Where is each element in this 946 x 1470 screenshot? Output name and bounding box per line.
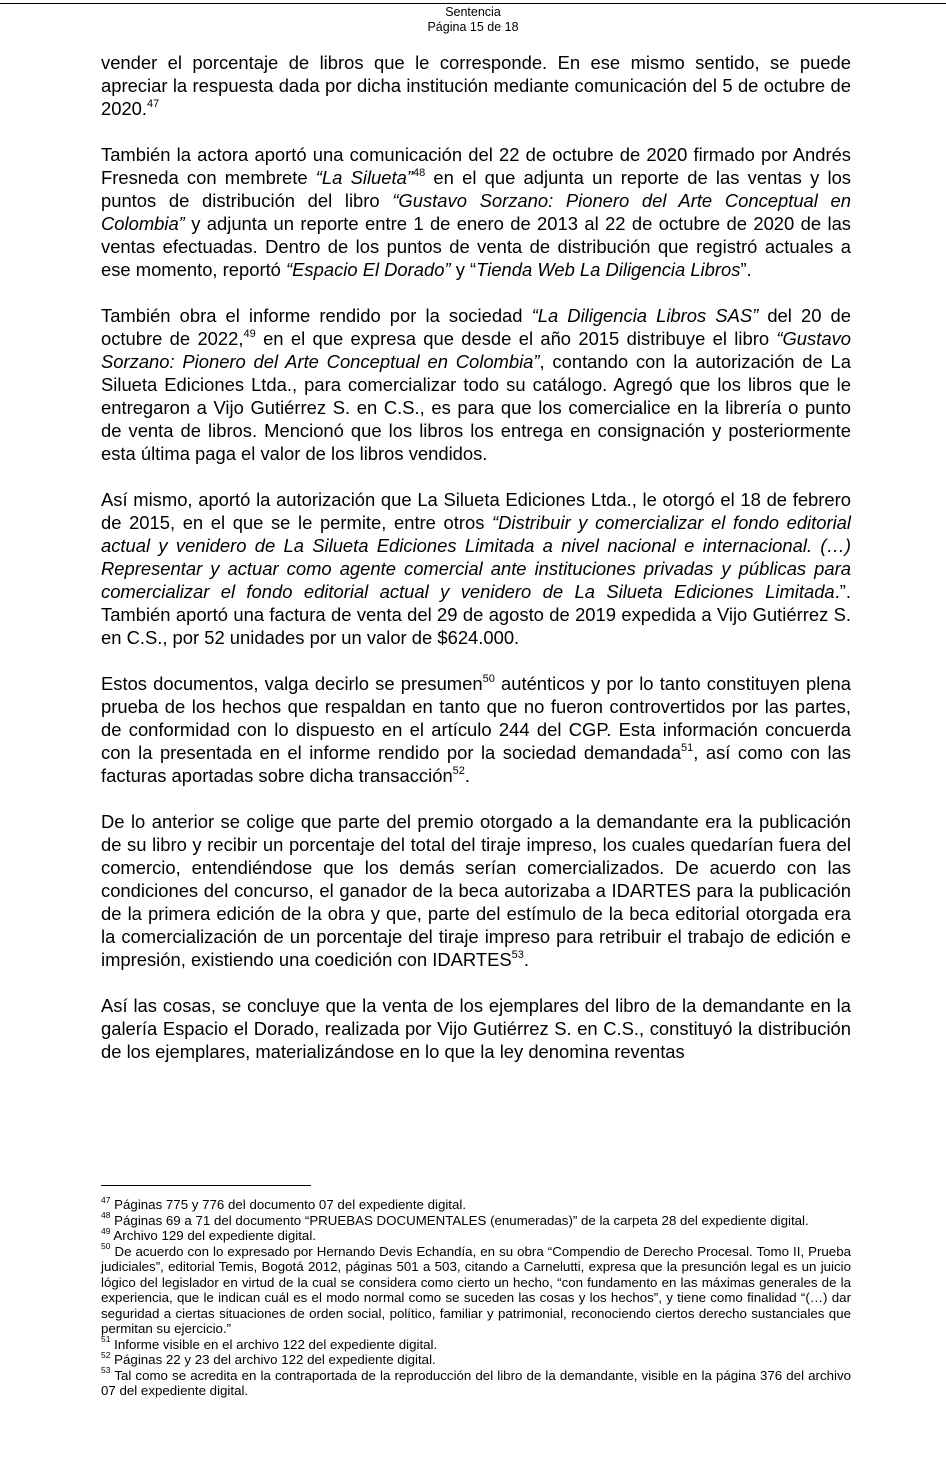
footnote-ref[interactable]: 51 (681, 741, 694, 754)
footnote-ref[interactable]: 53 (511, 948, 524, 961)
footnote-number: 48 (101, 1210, 111, 1221)
footnote-ref[interactable]: 50 (482, 672, 495, 685)
text-run: Así las cosas, se concluye que la venta de los ejemplares del libro de la demandante en la galería Espacio el Dorado, realizada por Vijo Gutiérrez S. en C.S., constituyó la distribución de los ejemplares, materializándose en lo que la ley denomina reventas (101, 995, 851, 1062)
text-run: . (464, 765, 471, 786)
footnote-number: 49 (101, 1225, 111, 1236)
footnote (101, 1241, 851, 1337)
text-run: Así mismo, aportó la autorización que La Silueta Ediciones Ltda., le otorgó el 18 de febrero de 2015, en el que se le permite, entre otros (101, 489, 851, 533)
paragraph (101, 672, 851, 787)
document-body (101, 51, 851, 1086)
text-run: ”. (740, 259, 752, 280)
text-run: . (523, 949, 529, 970)
text-run: vender el porcentaje de libros que le corresponde. En ese mismo sentido, se puede apreciar la respuesta dada por dicha institución mediante comunicación del 5 de octubre de 2020. (101, 52, 851, 119)
footnote-number: 51 (101, 1334, 111, 1345)
paragraph (101, 488, 851, 649)
paragraph (101, 304, 851, 465)
italic-text: “Gustavo Sorzano: Pionero del Arte Conceptual en Colombia” (101, 190, 851, 234)
text-run: , contando con la autorización de La Silueta Ediciones Ltda., para comercializar todo su catálogo. Agregó que los libros que le entregaron a Vijo Gutiérrez S. en C.S., es para que los comercialice en la librería o punto de venta de libros. Mencionó que los libros los entrega en consignación y posteriormente esta última paga el valor de los libros vendidos. (101, 351, 851, 464)
footnote-ref[interactable]: 47 (147, 97, 160, 110)
footnote (101, 1349, 851, 1368)
paragraph (101, 51, 851, 120)
footnote-ref[interactable]: 48 (412, 166, 426, 179)
text-run: .”. También aportó una factura de venta del 29 de agosto de 2019 expedida a Vijo Gutiérrez S. en C.S., por 52 unidades por un valor de $624.000. (101, 581, 851, 648)
footnote (101, 1225, 851, 1244)
footnotes (101, 1194, 851, 1399)
italic-text: Tienda Web La Diligencia Libros (476, 259, 741, 280)
paragraph (101, 810, 851, 971)
footnote-number: 52 (101, 1349, 111, 1360)
footnote (101, 1334, 851, 1353)
text-run: También la actora aportó una comunicación del 22 de octubre de 2020 firmado por Andrés Fresneda con membrete (101, 144, 851, 188)
text-run: y “ (450, 259, 477, 280)
text-run: y adjunta un reporte entre 1 de enero de 2013 al 22 de octubre de 2020 de las ventas efectuadas. Dentro de los puntos de venta de distribución que registró actuales a ese momento, reportó (101, 213, 851, 280)
text-run: en el que expresa que desde el año 2015 distribuye el libro (255, 328, 777, 349)
footnote-number: 53 (101, 1365, 111, 1376)
footnote-text: De acuerdo con lo expresado por Hernando Devis Echandía, en su obra “Compendio de Derecho Procesal. Tomo II, Prueba judiciales”, editorial Temis, Bogotá 2012, páginas 501 a 503, citando a Carnelutti, expresa que la presunción legal es un juicio lógico del legislador en virtud de la cual se considera como cierto un hecho, “con fundamento en las máximas generales de la experiencia, que le indican cuál es el modo normal como se suceden las cosas y los hechos”, y tiene como finalidad “(…) dar seguridad a ciertas situaciones de orden social, político, familiar y patrimonial, reconociendo ciertos derecho sustanciales que permitan su ejercicio.” (101, 1243, 851, 1336)
footnote-ref[interactable]: 49 (243, 327, 256, 340)
italic-text: “Espacio El Dorado” (286, 259, 451, 280)
footnote (101, 1194, 851, 1213)
page-number: Página 15 de 18 (427, 20, 519, 34)
footnote-text: Páginas 69 a 71 del documento “PRUEBAS DOCUMENTALES (enumeradas)” de la carpeta 28 del expediente digital. (110, 1212, 809, 1228)
text-run: De lo anterior se colige que parte del premio otorgado a la demandante era la publicación de su libro y recibir un porcentaje del total del tiraje impreso, los cuales quedarían fuera del comercio, entendiéndose que los demás serían comercializados. De acuerdo con las condiciones del concurso, el ganador de la beca autorizaba a IDARTES para la publicación de la primera edición de la obra y que, parte del estímulo de la beca editorial otorgada era la comercialización de un porcentaje del tiraje impreso para retribuir el trabajo de edición e impresión, existiendo una coedición con IDARTES (101, 811, 851, 970)
paragraph (101, 994, 851, 1063)
footnote-number: 50 (101, 1241, 111, 1252)
text-run: en el que adjunta un reporte de las ventas y los puntos de distribución del libro (101, 167, 851, 211)
footnote-text: Páginas 775 y 776 del documento 07 del expediente digital. (110, 1197, 467, 1212)
text-run: Estos documentos, valga decirlo se presumen (101, 673, 483, 694)
header-title: Sentencia (445, 5, 501, 19)
footnote-separator (101, 1185, 311, 1186)
italic-text: “Distribuir y comercializar el fondo editorial actual y venidero de La Silueta Ediciones Limitada a nivel nacional e internacional. (…) Representar y actuar como agente comercial ante instituciones privadas y públicas para comercializar el fondo editorial actual y venidero de La Silueta Ediciones Limitada (101, 512, 851, 602)
text-run: También obra el informe rendido por la sociedad (101, 305, 532, 326)
paragraph (101, 143, 851, 281)
footnote-number: 47 (101, 1194, 111, 1205)
italic-text: “La Silueta” (315, 167, 413, 188)
italic-text: “Gustavo Sorzano: Pionero del Arte Conceptual en Colombia” (101, 328, 851, 372)
footnote (101, 1210, 851, 1229)
footnote-ref[interactable]: 52 (452, 764, 465, 777)
footnote-text: Archivo 129 del expediente digital. (110, 1228, 316, 1243)
text-run: del 20 de octubre de 2022, (101, 305, 851, 349)
header-rule (0, 3, 946, 4)
text-run: , así como con las facturas aportadas sobre dicha transacción (101, 742, 851, 786)
footnote-text: Tal como se acredita en la contraportada de la reproducción del libro de la demandante, visible en la página 376 del archivo 07 del expediente digital. (101, 1367, 851, 1398)
footnote-text: Informe visible en el archivo 122 del expediente digital. (110, 1336, 438, 1352)
text-run: auténticos y por lo tanto constituyen plena prueba de los hechos que respaldan en tanto que no fueron controvertidos por las partes, de conformidad con lo dispuesto en el artículo 244 del CGP. Esta información concuerda con la presentada en el informe rendido por la sociedad demandada (101, 673, 851, 763)
footnote (101, 1365, 851, 1399)
italic-text: “La Diligencia Libros SAS” (531, 305, 759, 326)
footnote-text: Páginas 22 y 23 del archivo 122 del expediente digital. (110, 1352, 436, 1367)
